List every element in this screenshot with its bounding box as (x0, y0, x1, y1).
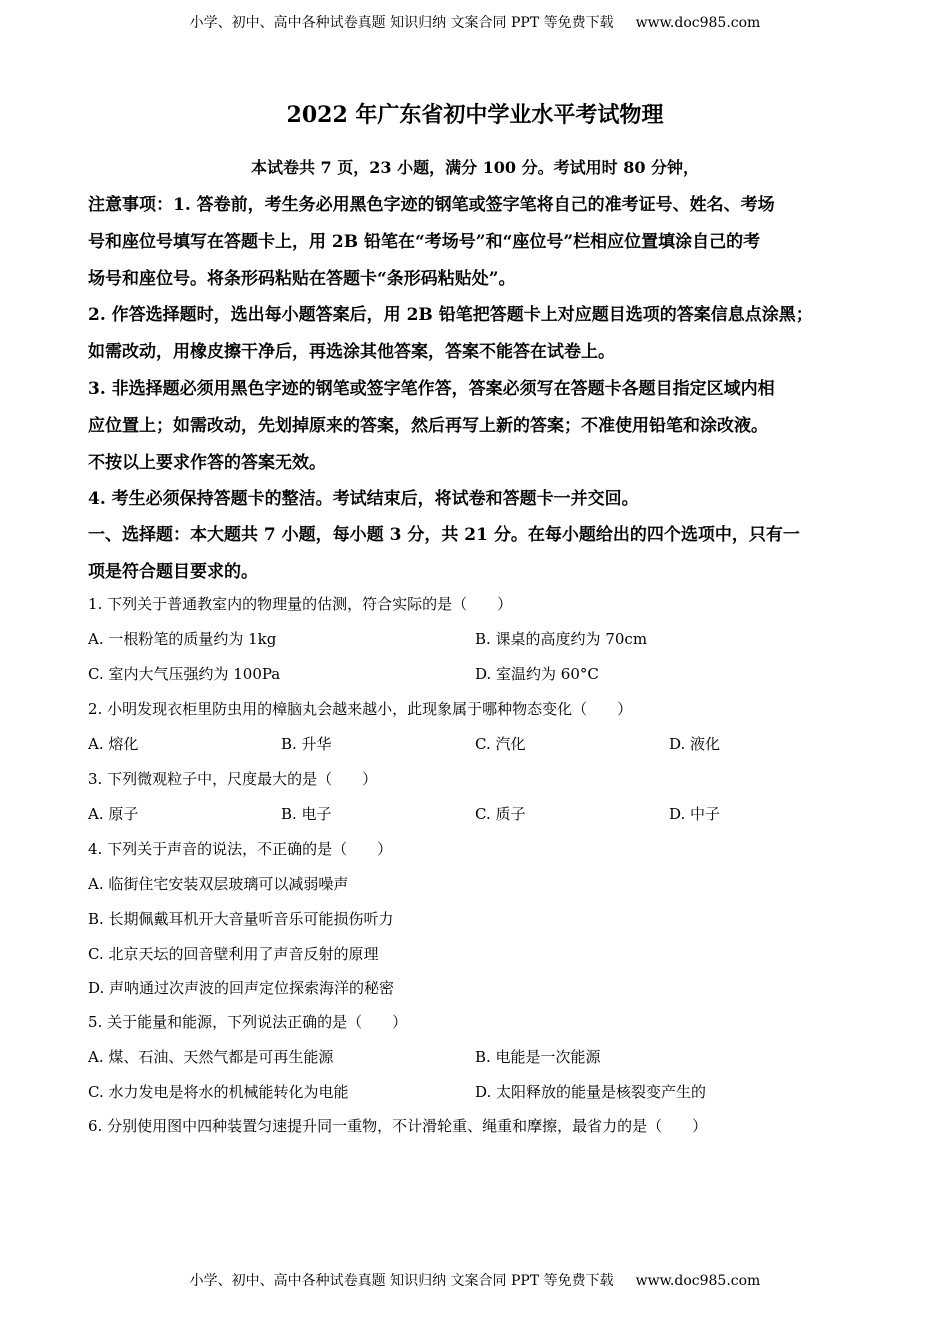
question-option[interactable]: A. 临街住宅安装双层玻璃可以减弱噪声 (88, 875, 349, 893)
note-line: 场号和座位号。将条形码粘贴在答题卡“条形码粘贴处”。 (88, 269, 516, 289)
header-text: 小学、初中、高中各种试卷真题 知识归纳 文案合同 PPT 等免费下载 (189, 15, 614, 31)
page-header (0, 12, 950, 32)
footer-text: 小学、初中、高中各种试卷真题 知识归纳 文案合同 PPT 等免费下载 (189, 1273, 614, 1289)
note-line: 不按以上要求作答的答案无效。 (88, 453, 326, 473)
note-line: 应位置上；如需改动，先划掉原来的答案，然后再写上新的答案；不准使用铅笔和涂改液。 (88, 416, 768, 436)
question-option[interactable]: B. 长期佩戴耳机开大音量听音乐可能损伤听力 (88, 910, 394, 928)
question-option[interactable]: D. 室温约为 60°C (475, 665, 599, 683)
note-line: 4. 考生必须保持答题卡的整洁。考试结束后，将试卷和答题卡一并交回。 (88, 489, 639, 509)
question-option[interactable]: C. 质子 (475, 805, 526, 823)
question-stem: 1. 下列关于普通教室内的物理量的估测，符合实际的是（ ） (88, 595, 513, 613)
question-stem: 5. 关于能量和能源，下列说法正确的是（ ） (88, 1013, 408, 1031)
question-stem: 2. 小明发现衣柜里防虫用的樟脑丸会越来越小，此现象属于哪种物态变化（ ） (88, 700, 633, 718)
footer-site-link[interactable]: www.doc985.com (635, 1273, 761, 1289)
question-option[interactable]: A. 煤、石油、天然气都是可再生能源 (88, 1048, 334, 1066)
question-option[interactable]: B. 电子 (281, 805, 332, 823)
section-heading: 一、选择题：本大题共 7 小题，每小题 3 分，共 21 分。在每小题给出的四个选项中，只有一 (88, 525, 800, 545)
question-stem: 4. 下列关于声音的说法，不正确的是（ ） (88, 840, 393, 858)
note-line: 如需改动，用橡皮擦干净后，再选涂其他答案，答案不能答在试卷上。 (88, 342, 615, 362)
question-option[interactable]: D. 太阳释放的能量是核裂变产生的 (475, 1083, 707, 1101)
question-option[interactable]: C. 水力发电是将水的机械能转化为电能 (88, 1083, 349, 1101)
question-option[interactable]: D. 声呐通过次声波的回声定位探索海洋的秘密 (88, 979, 395, 997)
note-line: 3. 非选择题必须用黑色字迹的钢笔或签字笔作答，答案必须写在答题卡各题目指定区域内相 (88, 379, 775, 399)
question-option[interactable]: A. 熔化 (88, 735, 139, 753)
question-option[interactable]: A. 原子 (88, 805, 139, 823)
note-line: 号和座位号填写在答题卡上，用 2B 铅笔在“考场号”和“座位号”栏相应位置填涂自己的考 (88, 232, 761, 252)
question-option[interactable]: B. 电能是一次能源 (475, 1048, 601, 1066)
header-site-link[interactable]: www.doc985.com (635, 15, 761, 31)
question-stem: 6. 分别使用图中四种装置匀速提升同一重物，不计滑轮重、绳重和摩擦，最省力的是（ ） (88, 1117, 708, 1135)
question-option[interactable]: C. 北京天坛的回音壁利用了声音反射的原理 (88, 945, 379, 963)
question-option[interactable]: A. 一根粉笔的质量约为 1kg (88, 630, 277, 648)
question-option[interactable]: D. 中子 (669, 805, 721, 823)
exam-title: 2022 年广东省初中学业水平考试物理 (286, 102, 664, 128)
question-option[interactable]: B. 课桌的高度约为 70cm (475, 630, 648, 648)
section-heading: 项是符合题目要求的。 (88, 562, 258, 582)
question-option[interactable]: C. 室内大气压强约为 100Pa (88, 665, 281, 683)
question-option[interactable]: D. 液化 (669, 735, 721, 753)
note-line: 2. 作答选择题时，选出每小题答案后，用 2B 铅笔把答题卡上对应题目选项的答案信息点涂黑； (88, 305, 813, 325)
note-line: 注意事项：1. 答卷前，考生务必用黑色字迹的钢笔或签字笔将自己的准考证号、姓名、考场 (88, 195, 775, 215)
exam-subtitle: 本试卷共 7 页，23 小题，满分 100 分。考试用时 80 分钟， (250, 158, 700, 177)
page-footer (0, 1270, 950, 1290)
question-option[interactable]: B. 升华 (281, 735, 332, 753)
question-stem: 3. 下列微观粒子中，尺度最大的是（ ） (88, 770, 378, 788)
question-option[interactable]: C. 汽化 (475, 735, 526, 753)
